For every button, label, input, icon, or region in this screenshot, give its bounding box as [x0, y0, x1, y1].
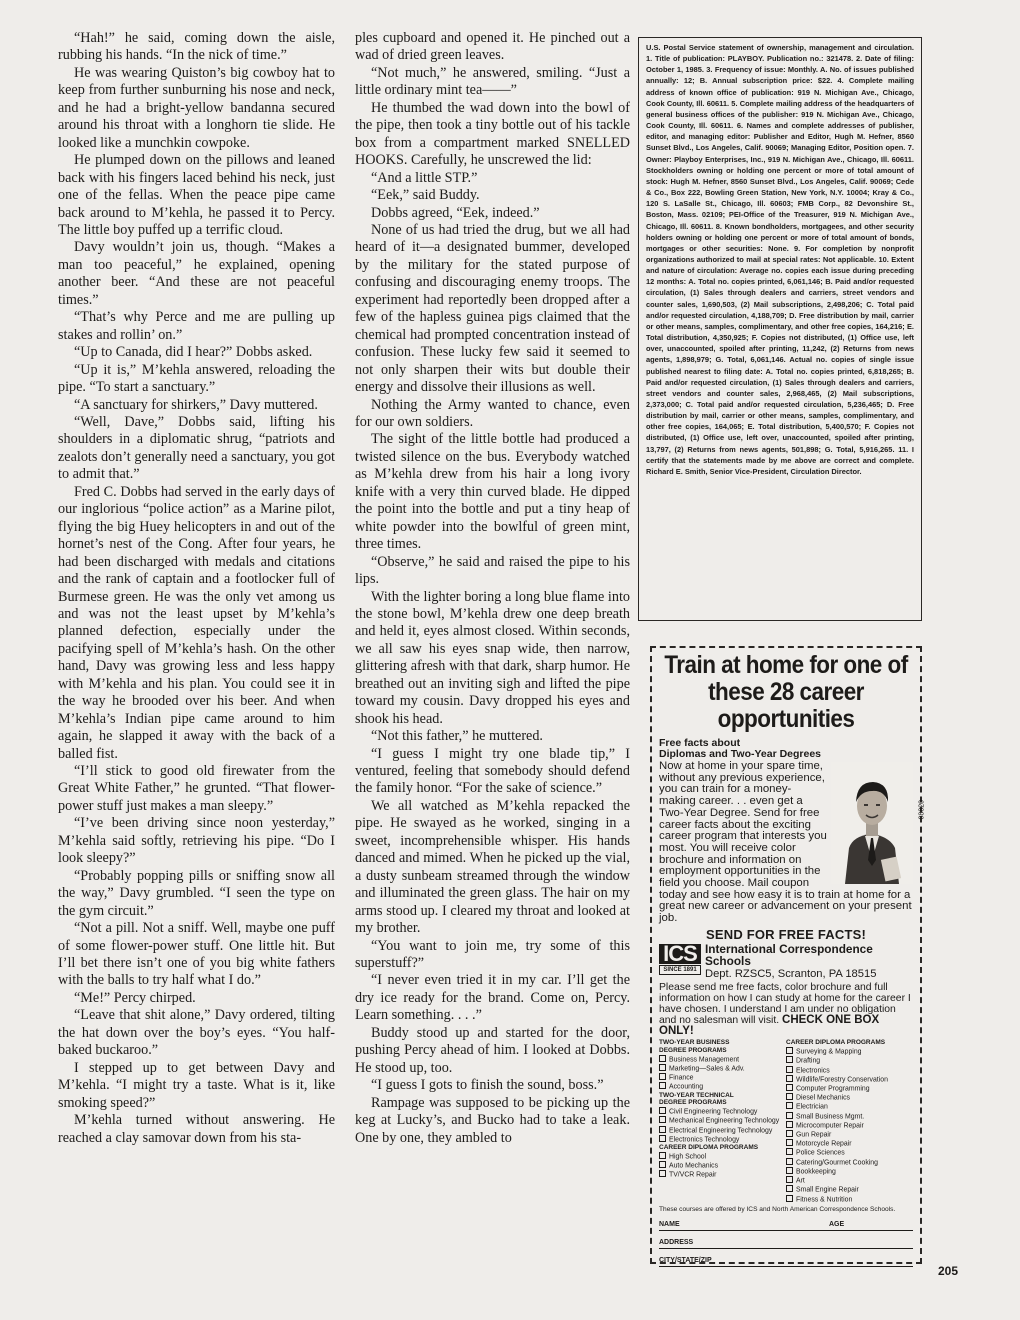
story-paragraph: Buddy stood up and started for the door, pushing Percy ahead of him. I looked at Dobbs. He stood up, too. [355, 1024, 630, 1076]
course-option[interactable] [786, 1139, 913, 1148]
checkbox[interactable] [659, 1152, 666, 1159]
story-paragraph: We all watched as M’kehla repacked the pipe. He swayed as he worked, singing in a sweet, incomprehensible whisper. His hands danced and mimed. When he picked up the vial, a dusty sunbeam streamed through the window and illuminated the green glass. The hair on my arms stood up. I cleared my throat and looked at my brother. [355, 797, 630, 937]
ownership-statement: U.S. Postal Service statement of ownership, management and circulation. 1. Title of publication: PLAYBOY. Publication no.: 321478. 2. Date of filing: October 1, 1985. 3. Frequency of issue: Monthly. A. No. of issues published annually: 12; B. Annual subscription price: $22. 4. Complete mailing address of known office of publication: 919 N. Michigan Ave., Chicago, Cook County, Ill. 60611. 5. Complete mailing address of the headquarters of general business offices of the publisher: 919 N. Michigan Ave., Chicago, Cook County, Ill. 60611. 6. Names and complete addresses of publisher, editor, and managing editor: Publisher and Editor, Hugh M. Hefner, 8560 Sunset Blvd., Los Angeles, Calif. 90069; Managing Editor, Position open. 7. Owner: Playboy Enterprises, Inc., 919 N. Michigan Ave., Chicago, Ill. 60611. Stockholders owning or holding one percent or more of total amount of stock: Hugh M. Hefner, 8560 Sunset Blvd., Los Angeles, Calif. 90069; Cede & Co., Box 222, Bowling Green Station, New York, N.Y. 10004; Kray & Co., 120 S. LaSalle St., Chicago, Ill. 60603; FMB Corp., 82 Devonshire St., Boston, Mass. 02109; PEI-Office of the Treasurer, 919 N. Michigan Ave., Chicago, Ill. 60611. 8. Known bondholders, mortgagees, and other security holders owning or holding one percent or more of total amount of bonds, mortgages or other securities: None. 9. For completion by nonprofit organizations authorized to mail at special rates: Not applicable. 10. Extent and nature of circulation: Average no. copies each issue during preceding 12 months: A. Total no. copies printed, 6,061,146; B. Paid and/or requested circulation, (1) Sales through dealers and carriers, street vendors and counter sales, 1,690,503, (2) Mail subscriptions, 2,498,206; C. Total paid and/or requested circulation, 4,188,709; D. Free distribution by mail, carrier or other means, samples, complimentary, and other free copies, 164,216; E. Total distribution, 4,350,925; F. Copies not distributed, (1) Office use, left over, unaccounted, spoiled after printing, 11,242, (2) Returns from news agents, 1,898,979; G. Total, 6,061,146. Actual no. copies of single issue published nearest to filing date: A. Total no. copies printed, 6,818,265; B. Paid and/or requested circulation, (1) Sales through dealers and carriers, street vendors and counter sales, 2,968,465, (2) Mail subscriptions, 2,373,000; C. Total paid and/or requested circulation, 5,236,465; D. Free distribution by mail, carrier or other means, samples, complimentary, and other free copies, 164,065; E. Total distribution, 5,400,570; F. Copies not distributed, (1) Office use, left over, unaccounted, spoiled after printing, 13,797, (2) Returns from news agents, 501,898; G. Total, 5,916,265. 11. I certify that the statements made by me above are correct and complete. Richard E. Smith, Senior Vice-President, Circulation Director. [638, 37, 922, 621]
checkbox[interactable] [659, 1116, 666, 1123]
story-paragraph: Dobbs agreed, “Eek, indeed.” [371, 204, 540, 221]
ics-advertisement [650, 646, 925, 1265]
course-option[interactable] [659, 1107, 786, 1116]
checkbox[interactable] [786, 1139, 793, 1146]
course-option[interactable] [659, 1170, 786, 1179]
course-label: TV/VCR Repair [669, 1171, 717, 1179]
course-option[interactable] [786, 1130, 913, 1139]
story-paragraph: “Probably popping pills or sniffing snow all the way,” Davy grumbled. “I seen the type on the gym circuit.” [58, 867, 335, 919]
story-paragraph: ples cupboard and opened it. He pinched out a wad of dried green leaves. [355, 30, 630, 64]
story-paragraph: “Up it is,” M’kehla answered, reloading the pipe. “To start a sanctuary.” [58, 361, 335, 396]
checkbox[interactable] [659, 1055, 666, 1062]
courses-offered-by: These courses are offered by ICS and North American Correspondence Schools. [659, 1205, 896, 1213]
story-paragraph: “Me!” Percy chirped. [74, 989, 196, 1006]
ics-header [659, 940, 913, 981]
story-column-middle [355, 30, 630, 1147]
checkbox[interactable] [786, 1102, 793, 1109]
course-label: Police Sciences [796, 1149, 845, 1157]
course-option[interactable] [786, 1176, 913, 1185]
story-paragraph: “I guess I might try one blade tip,” I ventured, feeling that somebody should defend the family honor. “For the sake of science.” [355, 745, 630, 797]
name-label: NAME [659, 1221, 680, 1229]
checkbox[interactable] [786, 1148, 793, 1155]
course-label: Gun Repair [796, 1131, 832, 1139]
coupon-instructions: Please send me free facts, color brochure and full information on how I can study at home for the career I have chosen. I understand I am under no obligation and no salesman will visit. [659, 982, 911, 1027]
checkbox[interactable] [659, 1107, 666, 1114]
course-label: Microcomputer Repair [796, 1122, 864, 1130]
course-group-heading: CAREER DIPLOMA PROGRAMS [659, 1143, 759, 1151]
course-label: Wildlife/Forestry Conservation [796, 1076, 888, 1084]
course-label: Auto Mechanics [669, 1162, 719, 1170]
checkbox[interactable] [659, 1161, 666, 1168]
course-label: Diesel Mechanics [796, 1094, 850, 1102]
checkbox[interactable] [786, 1185, 793, 1192]
story-paragraph: “Leave that shit alone,” Davy ordered, tilting the hat down over the boy’s eyes. “You half-baked buckaroo.” [58, 1007, 335, 1059]
course-label: Fitness & Nutrition [796, 1196, 853, 1204]
course-group-heading: CAREER DIPLOMA PROGRAMS [786, 1039, 886, 1047]
story-paragraph: None of us had tried the drug, but we all had heard of it—a designated bummer, developed by the military for the stated purpose of confusing and discouraging enemy troops. The experiment had reportedly been dropped after a few of the hapless guinea pigs claimed that the chemical had prompted concentration instead of confusion. These lucky few said it seemed to not only sharpen their wits but double their energy and dissolve their illusions as well. [355, 221, 630, 396]
course-label: Motorcycle Repair [796, 1140, 852, 1148]
course-option[interactable] [786, 1167, 913, 1176]
story-paragraph: “I’ve been driving since noon yesterday,” M’kehla said softly, retrieving his pipe. “Do I look sleepy?” [58, 815, 335, 867]
course-option[interactable] [786, 1047, 913, 1056]
ad-sub-line-2: Diplomas and Two-Year Degrees [659, 748, 822, 760]
course-label: Bookkeeping [796, 1168, 836, 1176]
checkbox[interactable] [786, 1195, 793, 1202]
course-label: Accounting [669, 1083, 704, 1091]
course-option[interactable] [659, 1055, 786, 1064]
coupon-request-text [659, 982, 913, 1037]
story-paragraph: Fred C. Dobbs had served in the early days of our inglorious “police action” as a Marine pilot, flying the big Huey helicopters in and out of the hornet’s nest of the Cong. After four years, he had been discharged with medals and citations and the rank of captain and a footlocker full of Burmese green. He was the only vet among us and was not the least upset by M’kehla’s planned defection, especially under the pacifying spell of M’kehla’s hash. On the other hand, Davy was growing less and less happy with M’kehla and his plan. You could see it in the way he brooded over his beer. And when M’kehla’s Indian pipe came around to him again, he slapped it away with the back of a balled fist. [58, 483, 335, 762]
ad-code: 08820 [918, 800, 925, 820]
course-option[interactable] [786, 1185, 913, 1194]
story-paragraph: “That’s why Perce and me are pulling up stakes and rollin’ on.” [58, 309, 335, 343]
course-label: Civil Engineering Technology [669, 1108, 758, 1116]
course-label: Finance [669, 1074, 694, 1082]
course-label: Electrician [796, 1103, 828, 1111]
ics-logo [659, 940, 701, 975]
ad-photo-man [831, 762, 913, 884]
course-option[interactable] [659, 1073, 786, 1082]
course-checklist [659, 1039, 913, 1203]
school-address: Dept. RZSC5, Scranton, PA 18515 [705, 967, 877, 980]
course-group-heading: DEGREE PROGRAMS [659, 1099, 727, 1107]
checkbox[interactable] [786, 1121, 793, 1128]
story-paragraph: Rampage was supposed to be picking up the keg at Lucky’s, and Bucko had to take a leak. One by one, they ambled to [355, 1094, 630, 1146]
course-label: Small Business Mgmt. [796, 1113, 865, 1121]
story-paragraph: “Not much,” he answered, smiling. “Just a little ordinary mint tea——” [355, 64, 630, 99]
course-option[interactable] [659, 1116, 786, 1125]
course-option[interactable] [786, 1084, 913, 1093]
checkbox[interactable] [786, 1158, 793, 1165]
course-option[interactable] [786, 1121, 913, 1130]
course-option[interactable] [659, 1126, 786, 1135]
course-group-heading: TWO-YEAR TECHNICAL [659, 1091, 734, 1099]
ics-logo-text: ICS [659, 944, 701, 964]
address-label: ADDRESS [659, 1239, 694, 1247]
story-paragraph: “Observe,” he said and raised the pipe to his lips. [355, 553, 630, 588]
story-paragraph: “I never even tried it in my car. I’ll get the dry ice ready for the brand. Come on, Percy. Learn something. . . .” [355, 972, 630, 1024]
course-option[interactable] [786, 1056, 913, 1065]
course-option[interactable] [659, 1152, 786, 1161]
course-label: Business Management [669, 1056, 740, 1064]
course-option[interactable] [786, 1195, 913, 1204]
course-option[interactable] [786, 1075, 913, 1084]
story-paragraph: I stepped up to get between Davy and M’kehla. “I might try a taste. What is it, like smoking speed?” [58, 1059, 335, 1111]
check-one-box: CHECK ONE BOX ONLY! [659, 1014, 880, 1038]
ad-body-copy: Now at home in your spare time, without any previous experience, you can train for a money-making career. . . even get a Two-Year Degree. Send for free career facts about the exciting career program that interests you most. You will receive color brochure and information on employment opportunities in the field you choose. Mail coupon today and see how easy it is to train at home for a great new career or advancement on your present job. [659, 760, 912, 925]
ics-since: SINCE 1891 [659, 965, 701, 975]
story-paragraph: “A sanctuary for shirkers,” Davy muttered. [74, 396, 318, 413]
course-option[interactable] [786, 1158, 913, 1167]
checkbox[interactable] [786, 1066, 793, 1073]
address-field[interactable] [659, 1239, 913, 1249]
checkbox[interactable] [659, 1170, 666, 1177]
course-label: Marketing—Sales & Adv. [669, 1065, 745, 1073]
story-paragraph: The sight of the little bottle had produced a twisted silence on the bus. Everybody watched as M’kehla drew from his hair a long ivory knife with a very thin curved blade. He dipped the point into the bottle and put a tiny heap of white powder into the bowlful of green mint, three times. [355, 431, 630, 553]
checkbox[interactable] [786, 1084, 793, 1091]
city-state-zip-field[interactable] [659, 1257, 913, 1267]
story-column-left [58, 30, 335, 1147]
checkbox[interactable] [786, 1075, 793, 1082]
name-field[interactable] [659, 1221, 913, 1231]
course-label: Art [796, 1177, 805, 1185]
city-label: CITY/STATE/ZIP [659, 1257, 712, 1265]
checkbox[interactable] [786, 1093, 793, 1100]
story-paragraph: With the lighter boring a long blue flame into the stone bowl, M’kehla drew one deep breath and held it, eyes almost closed. Within seconds, we all saw his eyes snap wide, then narrow, glittering afresh with that dark, sharp humor. He breathed out an inviting sigh and lifted the pipe toward my cousin. Davy dropped his eyes and shook his head. [355, 588, 630, 727]
story-paragraph: He plumped down on the pillows and leaned back with his fingers laced behind his neck, just one of the fellas. When the peace pipe came back around to M’kehla, he passed it to Percy. The little boy puffed up a terrific cloud. [58, 152, 335, 238]
course-option[interactable] [659, 1135, 786, 1144]
course-option[interactable] [659, 1161, 786, 1170]
course-option[interactable] [659, 1064, 786, 1073]
course-group-heading: TWO-YEAR BUSINESS [659, 1039, 730, 1047]
checkbox[interactable] [786, 1112, 793, 1119]
age-label: AGE [829, 1221, 845, 1229]
course-option[interactable] [786, 1102, 913, 1111]
story-paragraph: “You want to join me, try some of this superstuff?” [355, 937, 630, 972]
course-label: Catering/Gourmet Cooking [796, 1159, 878, 1167]
checkbox[interactable] [786, 1130, 793, 1137]
course-label: Drafting [796, 1057, 821, 1065]
checkbox[interactable] [659, 1064, 666, 1071]
story-paragraph: “I guess I gots to finish the sound, boss.” [371, 1077, 604, 1094]
course-option[interactable] [786, 1093, 913, 1102]
course-option[interactable] [659, 1082, 786, 1091]
course-label: Electronics Technology [669, 1136, 740, 1144]
story-paragraph: “Up to Canada, did I hear?” Dobbs asked. [74, 344, 313, 361]
course-label: Electronics [796, 1067, 830, 1074]
page-number: 205 [938, 1264, 959, 1278]
course-list-right [786, 1039, 913, 1203]
story-paragraph: Davy wouldn’t join us, though. “Makes a man too peaceful,” he explained, opening another beer. “And these are not peaceful times.” [58, 239, 335, 308]
story-paragraph: “Not a pill. Not a sniff. Well, maybe one puff of some flower-power stuff. One little hit. But I’ll bet there isn’t one of you big white fathers with the balls to try half what I do.” [58, 920, 335, 989]
course-group-heading: DEGREE PROGRAMS [659, 1047, 727, 1055]
course-option[interactable] [786, 1112, 913, 1121]
checkbox[interactable] [659, 1082, 666, 1089]
ad-subheading [659, 738, 913, 760]
course-label: High School [669, 1153, 707, 1161]
story-paragraph: He was wearing Quiston’s big cowboy hat to keep from further sunburning his nose and neck, and he had a bright-yellow bandanna secured around his throat with a longhorn tie slide. He looked like a munchkin cowpoke. [58, 64, 335, 151]
course-label: Computer Programming [796, 1085, 870, 1093]
checkbox[interactable] [786, 1176, 793, 1183]
send-for-free-facts: SEND FOR FREE FACTS! [705, 926, 866, 942]
story-paragraph: “And a little STP.” [371, 169, 478, 186]
course-list-left [659, 1039, 786, 1203]
ad-sub-line-1: Free facts about [659, 737, 741, 749]
man-portrait-image [831, 762, 913, 884]
ics-address-block [705, 941, 913, 981]
story-paragraph: Nothing the Army wanted to chance, even for our own soldiers. [355, 396, 630, 430]
checkbox[interactable] [786, 1056, 793, 1063]
checkbox[interactable] [659, 1126, 666, 1133]
checkbox[interactable] [659, 1135, 666, 1142]
story-paragraph: “I’ll stick to good old firewater from the Great White Father,” he grunted. “That flower-power stuff just makes a man sleepy.” [58, 763, 335, 814]
story-paragraph: “Eek,” said Buddy. [371, 187, 480, 204]
story-paragraph: “Well, Dave,” Dobbs said, lifting his shoulders in a diplomatic shrug, “patriots and zealots don’t generally need a sanctuary, you got to admit that.” [58, 413, 335, 483]
story-paragraph: “Hah!” he said, coming down the aisle, rubbing his hands. “In the nick of time.” [58, 30, 335, 64]
school-name: International Correspondence Schools [705, 941, 873, 969]
checkbox[interactable] [786, 1047, 793, 1054]
story-paragraph: He thumbed the wad down into the bowl of the pipe, then took a tiny bottle out of his tackle box from a compartment marked SNELLED HOOKS. Carefully, he unscrewed the lid: [355, 99, 630, 169]
story-paragraph: “Not this father,” he muttered. [371, 728, 543, 745]
course-label: Small Engine Repair [796, 1186, 859, 1194]
course-option[interactable] [786, 1066, 913, 1075]
course-label: Mechanical Engineering Technology [669, 1117, 780, 1125]
ad-headline: Train at home for one of these 28 career opportunities [664, 651, 908, 733]
checkbox[interactable] [786, 1167, 793, 1174]
course-label: Electrical Engineering Technology [669, 1127, 773, 1135]
course-option[interactable] [786, 1148, 913, 1157]
story-paragraph: M’kehla turned without answering. He reached a clay samovar down from his sta- [58, 1112, 335, 1146]
course-label: Surveying & Mapping [796, 1048, 862, 1056]
checkbox[interactable] [659, 1073, 666, 1080]
